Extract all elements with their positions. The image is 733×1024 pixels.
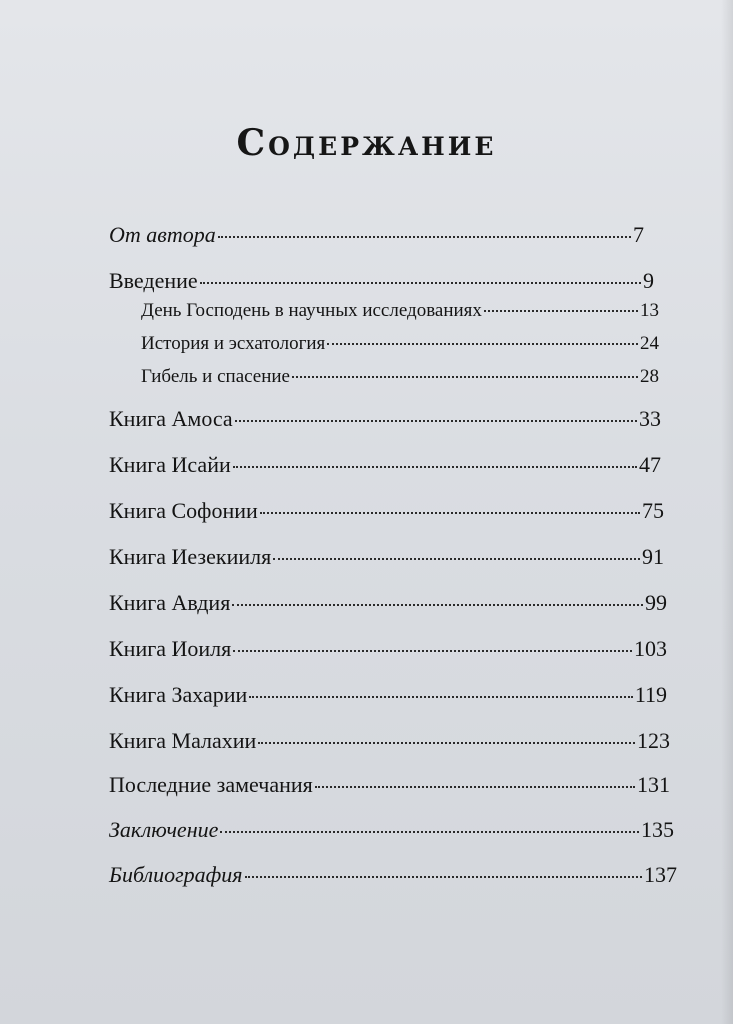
toc-entry-page: 7 — [633, 222, 644, 247]
toc-entry-final-remarks[interactable] — [109, 772, 670, 798]
toc-entry-label: История и эсхатология — [141, 333, 326, 354]
dot-leader — [235, 420, 637, 422]
toc-entry-bibliography[interactable] — [109, 862, 677, 888]
toc-entry-amos[interactable] — [109, 406, 661, 432]
toc-entry-ezekiel[interactable] — [109, 544, 664, 570]
toc-entry-label: Книга Авдия — [109, 590, 231, 615]
dot-leader — [249, 696, 632, 698]
toc-entry-page: 137 — [644, 862, 677, 887]
toc-entry-label: Последние замечания — [109, 772, 313, 797]
dot-leader — [258, 742, 635, 744]
dot-leader — [233, 466, 637, 468]
toc-entry-label: От автора — [109, 222, 216, 247]
toc-entry-label: Книга Исайи — [109, 452, 231, 477]
toc-entry-label: Книга Амоса — [109, 406, 233, 431]
toc-entry-page: 47 — [639, 452, 661, 477]
toc-entry-zechariah[interactable] — [109, 682, 667, 708]
toc-entry-label: Книга Малахии — [109, 728, 257, 753]
toc-entry-page: 123 — [637, 728, 670, 753]
toc-entry-page: 33 — [639, 406, 661, 431]
toc-entry-isaiah[interactable] — [109, 452, 661, 478]
toc-entry-ot-avtora[interactable] — [109, 222, 644, 248]
toc-entry-page: 103 — [634, 636, 667, 661]
toc-entry-obadiah[interactable] — [109, 590, 667, 616]
toc-entry-page: 99 — [645, 590, 667, 615]
toc-entry-label: Библиография — [109, 862, 243, 887]
toc-entry-label: Книга Иезекииля — [109, 544, 272, 569]
toc-entry-label: Книга Софонии — [109, 498, 258, 523]
toc-subentry-gibel[interactable] — [141, 366, 659, 388]
toc-entry-page: 9 — [643, 268, 654, 293]
toc-entry-page: 119 — [634, 682, 667, 707]
toc-entry-page: 24 — [640, 333, 659, 354]
dot-leader — [327, 343, 638, 345]
toc-entry-label: Гибель и спасение — [141, 366, 290, 387]
toc-entry-label: Введение — [109, 268, 198, 293]
dot-leader — [273, 558, 640, 560]
toc-entry-label: Заключение — [109, 817, 219, 842]
toc-entry-joel[interactable] — [109, 636, 667, 662]
toc-entry-malachi[interactable] — [109, 728, 670, 754]
dot-leader — [218, 236, 631, 238]
toc-entry-label: Книга Иоиля — [109, 636, 232, 661]
dot-leader — [484, 310, 638, 312]
toc-entry-label: День Господень в научных исследованиях — [141, 300, 482, 321]
toc-entry-label: Книга Захарии — [109, 682, 248, 707]
page-title: Содержание — [236, 122, 497, 164]
dot-leader — [315, 786, 635, 788]
toc-entry-page: 13 — [640, 300, 659, 321]
toc-entry-page: 75 — [642, 498, 664, 523]
toc-entry-conclusion[interactable] — [109, 817, 674, 843]
toc-entry-page: 91 — [642, 544, 664, 569]
toc-subentry-istoriya[interactable] — [141, 333, 659, 355]
toc-subentry-den-gospoden[interactable] — [141, 300, 659, 322]
toc-entry-page: 135 — [641, 817, 674, 842]
dot-leader — [233, 650, 632, 652]
dot-leader — [200, 282, 641, 284]
toc-entry-vvedenie[interactable] — [109, 268, 654, 294]
dot-leader — [220, 831, 639, 833]
toc-entry-page: 28 — [640, 366, 659, 387]
toc-entry-page: 131 — [637, 772, 670, 797]
dot-leader — [245, 876, 642, 878]
dot-leader — [260, 512, 640, 514]
dot-leader — [232, 604, 643, 606]
dot-leader — [292, 376, 638, 378]
toc-entry-zephaniah[interactable] — [109, 498, 664, 524]
